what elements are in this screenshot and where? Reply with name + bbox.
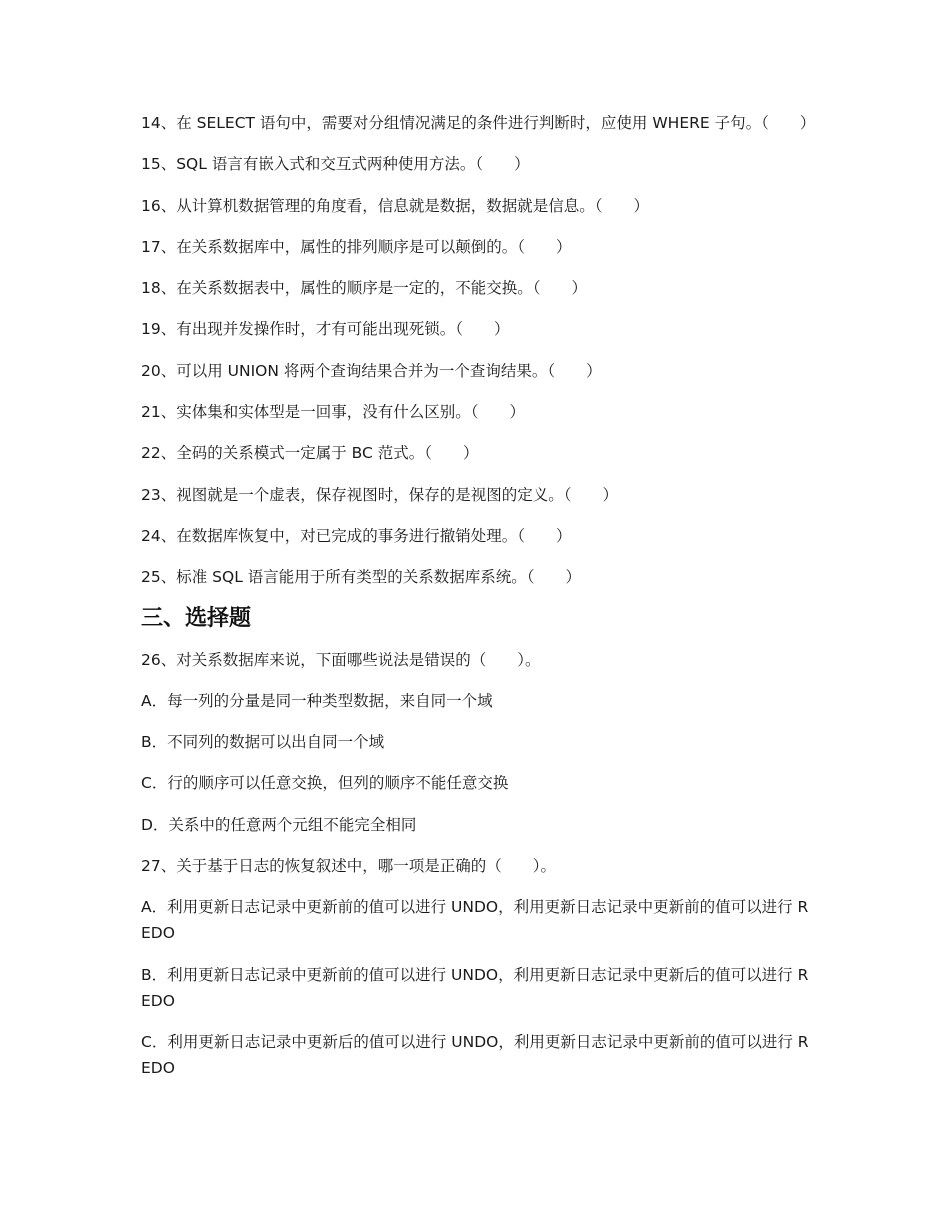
- question-26: 26、对关系数据库来说，下面哪些说法是错误的（ ）。: [141, 650, 541, 669]
- question-26-option-b: B．不同列的数据可以出自同一个域: [141, 733, 385, 752]
- question-16: 16、从计算机数据管理的角度看，信息就是数据，数据就是信息。（ ）: [141, 196, 649, 215]
- question-20: 20、可以用 UNION 将两个查询结果合并为一个查询结果。（ ）: [141, 361, 602, 380]
- question-14: 14、在 SELECT 语句中，需要对分组情况满足的条件进行判断时，应使用 WHERE 子句。（ ）: [141, 114, 816, 132]
- question-26-option-a: A．每一列的分量是同一种类型数据，来自同一个域: [141, 691, 493, 710]
- question-23: 23、视图就是一个虚表，保存视图时，保存的是视图的定义。（ ）: [141, 485, 618, 504]
- question-17: 17、在关系数据库中，属性的排列顺序是可以颠倒的。（ ）: [141, 237, 572, 256]
- question-15: 15、SQL 语言有嵌入式和交互式两种使用方法。（ ）: [141, 155, 530, 174]
- question-26-option-c: C．行的顺序可以任意交换，但列的顺序不能任意交换: [141, 774, 509, 793]
- question-21: 21、实体集和实体型是一回事，没有什么区别。（ ）: [141, 403, 525, 422]
- question-27-option-a: A．利用更新日志记录中更新前的值可以进行 UNDO，利用更新日志记录中更新前的值可以进行 REDO: [141, 898, 809, 943]
- question-18: 18、在关系数据表中，属性的顺序是一定的，不能交换。（ ）: [141, 279, 587, 298]
- question-22: 22、全码的关系模式一定属于 BC 范式。（ ）: [141, 444, 479, 463]
- question-26-option-d: D．关系中的任意两个元组不能完全相同: [141, 815, 417, 834]
- question-27-option-b: B．利用更新日志记录中更新前的值可以进行 UNDO，利用更新日志记录中更新后的值可以进行 REDO: [141, 965, 809, 1010]
- question-25: 25、标准 SQL 语言能用于所有类型的关系数据库系统。（ ）: [141, 568, 582, 587]
- question-19: 19、有出现并发操作时，才有可能出现死锁。（ ）: [141, 320, 510, 339]
- document-page: [141, 110, 816, 1096]
- question-24: 24、在数据库恢复中，对已完成的事务进行撤销处理。（ ）: [141, 526, 572, 545]
- section-heading: 三、选择题: [141, 605, 252, 631]
- question-27: 27、关于基于日志的恢复叙述中，哪一项是正确的（ ）。: [141, 857, 556, 876]
- question-27-option-c: C．利用更新日志记录中更新后的值可以进行 UNDO，利用更新日志记录中更新前的值可以进行 REDO: [141, 1032, 809, 1077]
